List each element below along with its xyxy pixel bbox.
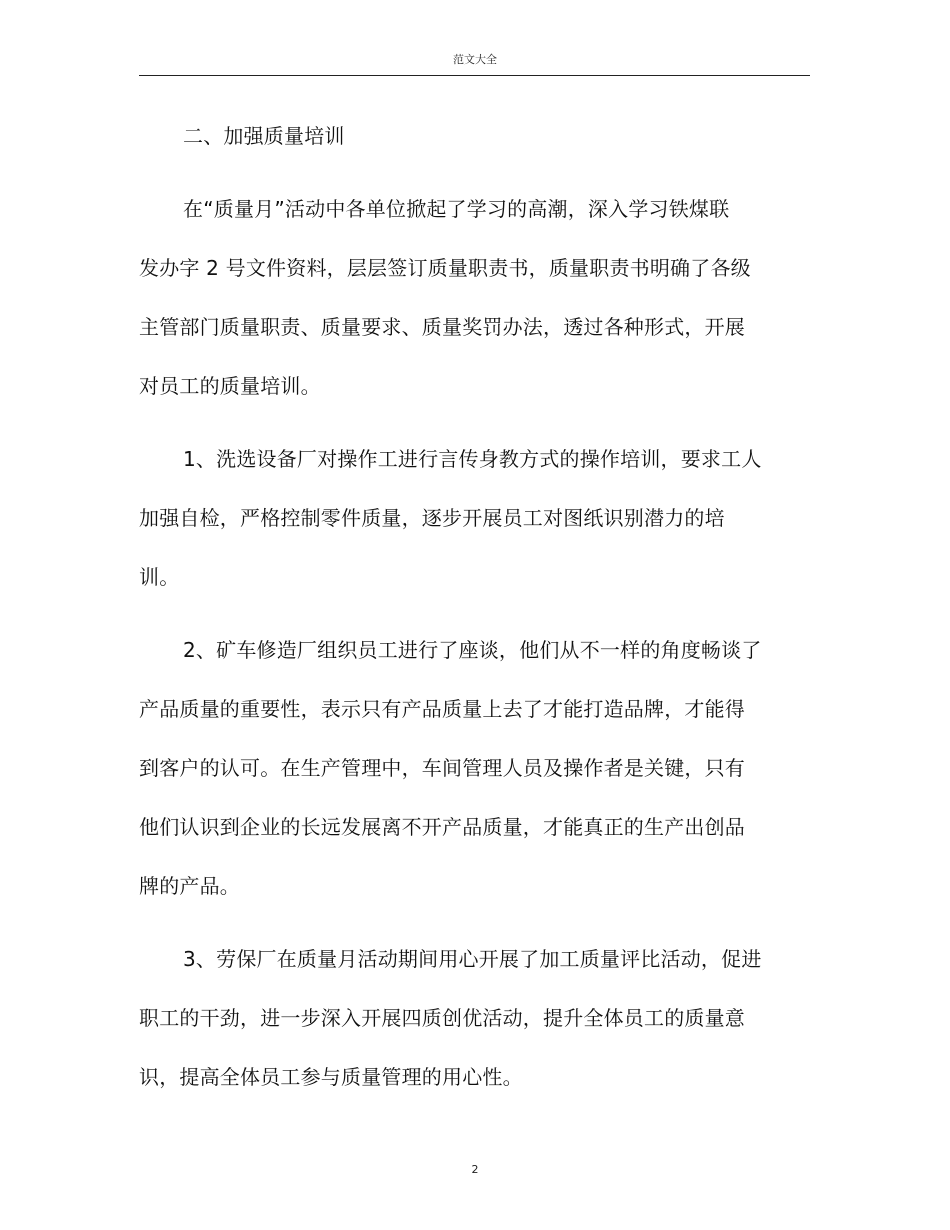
- page-number: 2: [471, 1163, 479, 1176]
- document-body: [139, 107, 779, 1107]
- paragraph-item-3: 3、劳保厂在质量月活动期间用心开展了加工质量评比活动，促进 职工的干劲，进一步深入开展四质创优活动，提升全体员工的质量意 识，提高全体员工参与质量管理的用心性。: [139, 947, 762, 1089]
- section-heading: 二、加强质量培训: [183, 124, 345, 148]
- header-divider: [139, 75, 810, 76]
- paragraph-intro: 在“质量月”活动中各单位掀起了学习的高潮，深入学习铁煤联 发办字 2 号文件资料，层层签订质量职责书，质量职责书明确了各级 主管部门质量职责、质量要求、质量奖罚办法，透过各种形式，开展 对员工的质量培训。: [139, 197, 751, 398]
- paragraph-item-2: 2、矿车修造厂组织员工进行了座谈，他们从不一样的角度畅谈了 产品质量的重要性，表示只有产品质量上去了才能打造品牌，才能得 到客户的认可。在生产管理中，车间管理人员及操作者是关键，只有 他们认识到企业的长远发展离不开产品质量，才能真正的生产出创品 牌的产品。: [139, 638, 762, 898]
- page-header-title: 范文大全: [453, 53, 497, 66]
- paragraph-item-1: 1、洗选设备厂对操作工进行言传身教方式的操作培训，要求工人 加强自检，严格控制零件质量，逐步开展员工对图纸识别潜力的培 训。: [139, 447, 762, 589]
